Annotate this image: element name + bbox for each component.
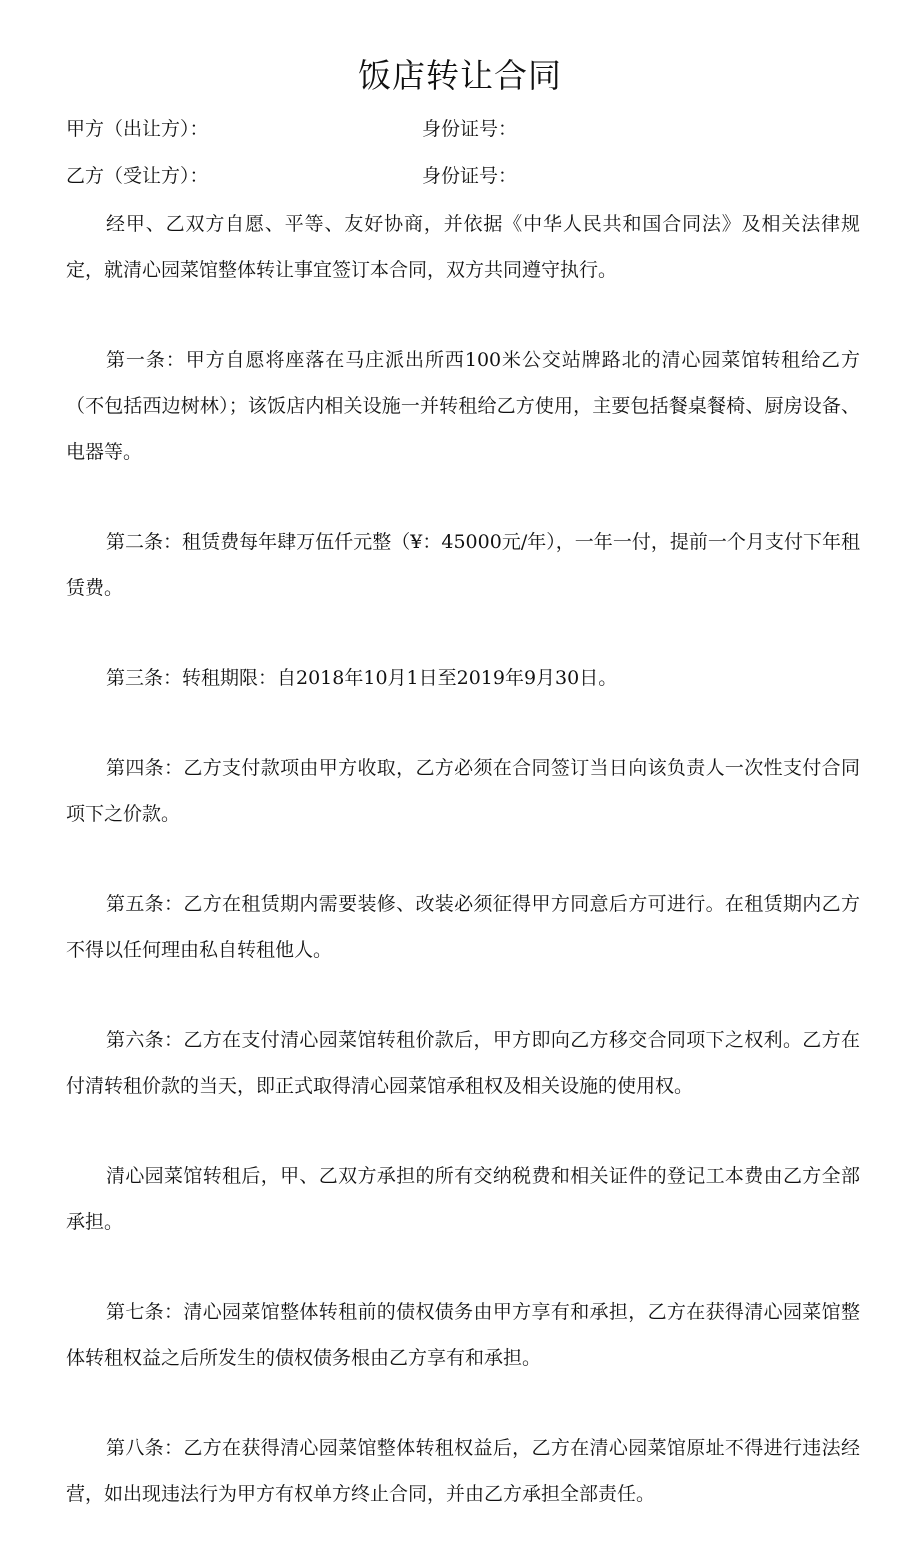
paragraph-article-8: 第八条：乙方在获得清心园菜馆整体转租权益后，乙方在清心园菜馆原址不得进行违法经营，如出现违法行为甲方有权单方终止合同，并由乙方承担全部责任。 xyxy=(66,1437,860,1505)
party-a-label: 甲方（出让方）： xyxy=(66,118,209,140)
party-b-id-label: 身份证号： xyxy=(422,165,518,187)
paragraph-article-6: 第六条：乙方在支付清心园菜馆转租价款后，甲方即向乙方移交合同项下之权利。乙方在付清转租价款的当天，即正式取得清心园菜馆承租权及相关设施的使用权。 xyxy=(66,1029,860,1097)
paragraph-article-7: 第七条：清心园菜馆整体转租前的债权债务由甲方享有和承担，乙方在获得清心园菜馆整体转租权益之后所发生的债权债务根由乙方享有和承担。 xyxy=(66,1301,860,1369)
paragraph-article-2: 第二条：租赁费每年肆万伍仟元整（¥：45000元/年），一年一付，提前一个月支付下年租赁费。 xyxy=(66,531,860,599)
paragraph-article-4: 第四条：乙方支付款项由甲方收取，乙方必须在合同签订当日向该负责人一次性支付合同项下之价款。 xyxy=(66,757,860,825)
paragraph-article-6-supplement: 清心园菜馆转租后，甲、乙双方承担的所有交纳税费和相关证件的登记工本费由乙方全部承担。 xyxy=(66,1165,860,1233)
paragraph-preamble: 经甲、乙双方自愿、平等、友好协商，并依据《中华人民共和国合同法》及相关法律规定，就清心园菜馆整体转让事宜签订本合同，双方共同遵守执行。 xyxy=(66,213,860,281)
document-title: 饭店转让合同 xyxy=(358,56,562,95)
paragraph-article-5: 第五条：乙方在租赁期内需要装修、改装必须征得甲方同意后方可进行。在租赁期内乙方不得以任何理由私自转租他人。 xyxy=(66,893,860,961)
party-b-row xyxy=(66,161,866,191)
paragraph-article-1: 第一条：甲方自愿将座落在马庄派出所西100米公交站牌路北的清心园菜馆转租给乙方（不包括西边树林）；该饭店内相关设施一并转租给乙方使用，主要包括餐桌餐椅、厨房设备、电器等。 xyxy=(66,349,860,463)
paragraph-article-3: 第三条：转租期限：自2018年10月1日至2019年9月30日。 xyxy=(106,667,618,689)
party-b-label: 乙方（受让方）： xyxy=(66,165,209,187)
contract-body xyxy=(66,201,860,1561)
party-a-row xyxy=(66,114,866,144)
party-a-id-label: 身份证号： xyxy=(422,118,518,140)
